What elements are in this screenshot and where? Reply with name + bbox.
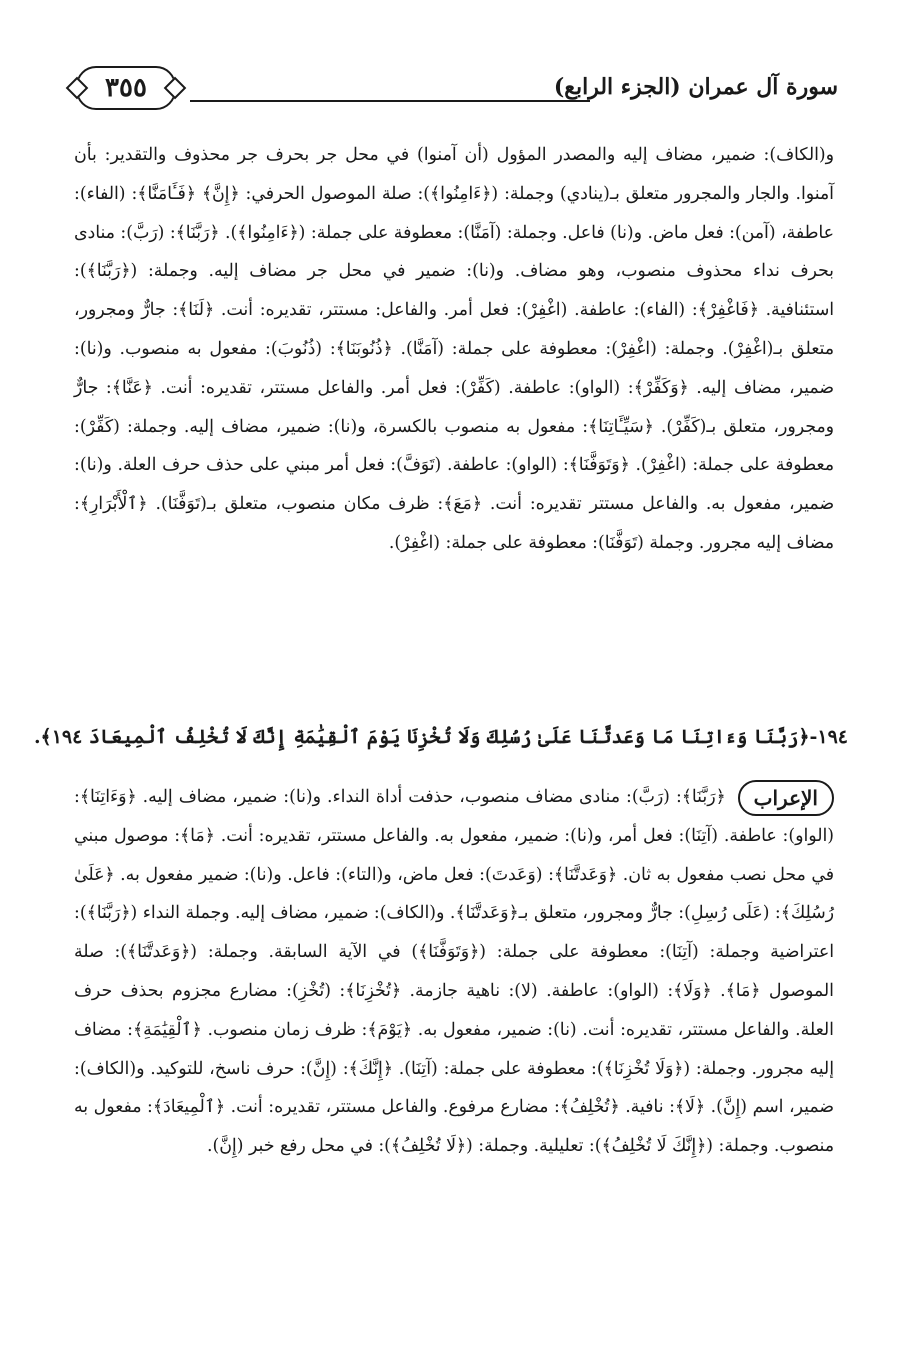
iraab-label: الإعراب [738,780,834,816]
grammar-paragraph-2: ﴿رَبَّنَا﴾: (رَبَّ): منادى مضاف منصوب، حذفت أداة النداء. و(نا): ضمير، مضاف إليه. ﴿وَءَاتِنَا﴾: (الواو): عاطفة. (آتِنَا): فعل أمر، و(نا): ضمير، مفعول به. والفاعل مستتر، تقديره: أنت. ﴿مَا﴾: موصول مبني في محل نصب مفعول به ثان. ﴿وَعَدتَّنَا﴾: (وَعَدتَ): فعل ماض، و(التاء): فاعل. و(نا): ضمير مفعول به. ﴿عَلَىٰ رُسُلِكَ﴾: (عَلَى رُسِلِ): جارٌّ ومجرور، متعلق بـ﴿وَعَدتَّنَا﴾. و(الكاف): ضمير، مضاف إليه. وجملة النداء (﴿رَبَّنَا﴾): اعتراضية وجملة: (آتِنَا): معطوفة على جملة: (﴿وَتَوَفَّنَا﴾) في الآية السابقة. وجملة: (﴿وَعَدتَّنَا﴾): صلة الموصول ﴿مَا﴾. ﴿وَلَا﴾: (الواو): عاطفة. (لا): ناهية جازمة. ﴿تُخْزِنَا﴾: (تُخْزِ): مضارع مجزوم بحذف حرف العلة. والفاعل مستتر، تقديره: أنت. (نا): ضمير، مفعول به. ﴿يَوْمَ﴾: ظرف زمان منصوب. ﴿ٱلْقِيَٰمَةِ﴾: مضاف إليه مجرور. وجملة: (﴿وَلَا تُخْزِنَا﴾): معطوفة على جملة: (آتِنَا). ﴿إِنَّكَ﴾: (إِنَّ): حرف ناسخ، للتوكيد. و(الكاف): ضمير، اسم (إِنَّ). ﴿لَا﴾: نافية. ﴿تُخْلِفُ﴾: مضارع مرفوع. والفاعل مستتر، تقديره: أنت. ﴿ٱلْمِيعَادَ﴾: مفعول به منصوب. وجملة: (﴿إِنَّكَ لَا تُخْلِفُ﴾): تعليلية. وجملة: (﴿لَا تُخْلِفُ﴾): في محل رفع خبر (إِنَّ). [74,787,834,1157]
header-rule [190,100,590,102]
ayah-194: ١٩٤-﴿رَبَّنَا وَءَاتِنَا مَا وَعَدتَّنَا عَلَىٰ رُسُلِكَ وَلَا تُخْزِنَا يَوْمَ ٱلْقِيَٰمَةِ إِنَّكَ لَا تُخْلِفُ ٱلْمِيعَادَ ١٩٤﴾. [33,726,848,748]
page-header [70,62,838,118]
page-number: ٣٥٥ [76,66,176,110]
grammar-section-193 [74,136,834,563]
grammar-paragraph-1: و(الكاف): ضمير، مضاف إليه والمصدر المؤول (أن آمنوا) في محل جر بحرف جر محذوف والتقدير: بأن آمنوا. والجار والمجرور متعلق بـ(ينادي) وجملة: (﴿ءَامِنُوا﴾): صلة الموصول الحرفي: ﴿إِنَّ﴾ ﴿فَـَٔامَنَّا﴾: (الفاء): عاطفة، (آمن): فعل ماض. و(نا) فاعل. وجملة: (آمَنَّا): معطوفة على جملة: (﴿ءَامِنُوا﴾). ﴿رَبَّنَا﴾: (رَبَّ): منادى بحرف نداء محذوف منصوب، وهو مضاف. و(نا): ضمير في محل جر مضاف إليه. وجملة: (﴿رَبَّنَا﴾): استئنافية. ﴿فَاغْفِرْ﴾: (الفاء): عاطفة. (اغْفِرْ): فعل أمر. والفاعل: مستتر، تقديره: أنت. ﴿لَنَا﴾: جارٌّ ومجرور، متعلق بـ(اغْفِرْ). وجملة: (اغْفِرْ): معطوفة على جملة: (آمَنَّا). ﴿ذُنُوبَنَا﴾: (ذُنُوبَ): مفعول به منصوب. و(نا): ضمير، مضاف إليه. ﴿وَكَفِّرْ﴾: (الواو): عاطفة. (كَفِّرْ): فعل أمر. والفاعل مستتر، تقديره: أنت. ﴿عَنَّا﴾: جارٌّ ومجرور، متعلق بـ(كَفِّرْ). ﴿سَيِّـَٔاتِنَا﴾: مفعول به منصوب بالكسرة، و(نا): ضمير، مضاف إليه. وجملة: (كَفِّرْ): معطوفة على جملة: (اغْفِرْ). ﴿وَتَوَفَّنَا﴾: (الواو): عاطفة. (تَوَفَّ): فعل أمر مبني على حذف حرف العلة. و(نا): ضمير، مفعول به. والفاعل مستتر تقديره: أنت. ﴿مَعَ﴾: ظرف مكان منصوب، متعلق بـ(تَوَفَّنَا). ﴿ٱلْأَبْرَارِ﴾: مضاف إليه مجرور. وجملة (تَوَفَّنَا): معطوفة على جملة: (اغْفِرْ). [73,145,834,553]
grammar-section-194 [74,778,834,1166]
running-title: سورة آل عمران (الجزء الرابع) [553,74,838,100]
